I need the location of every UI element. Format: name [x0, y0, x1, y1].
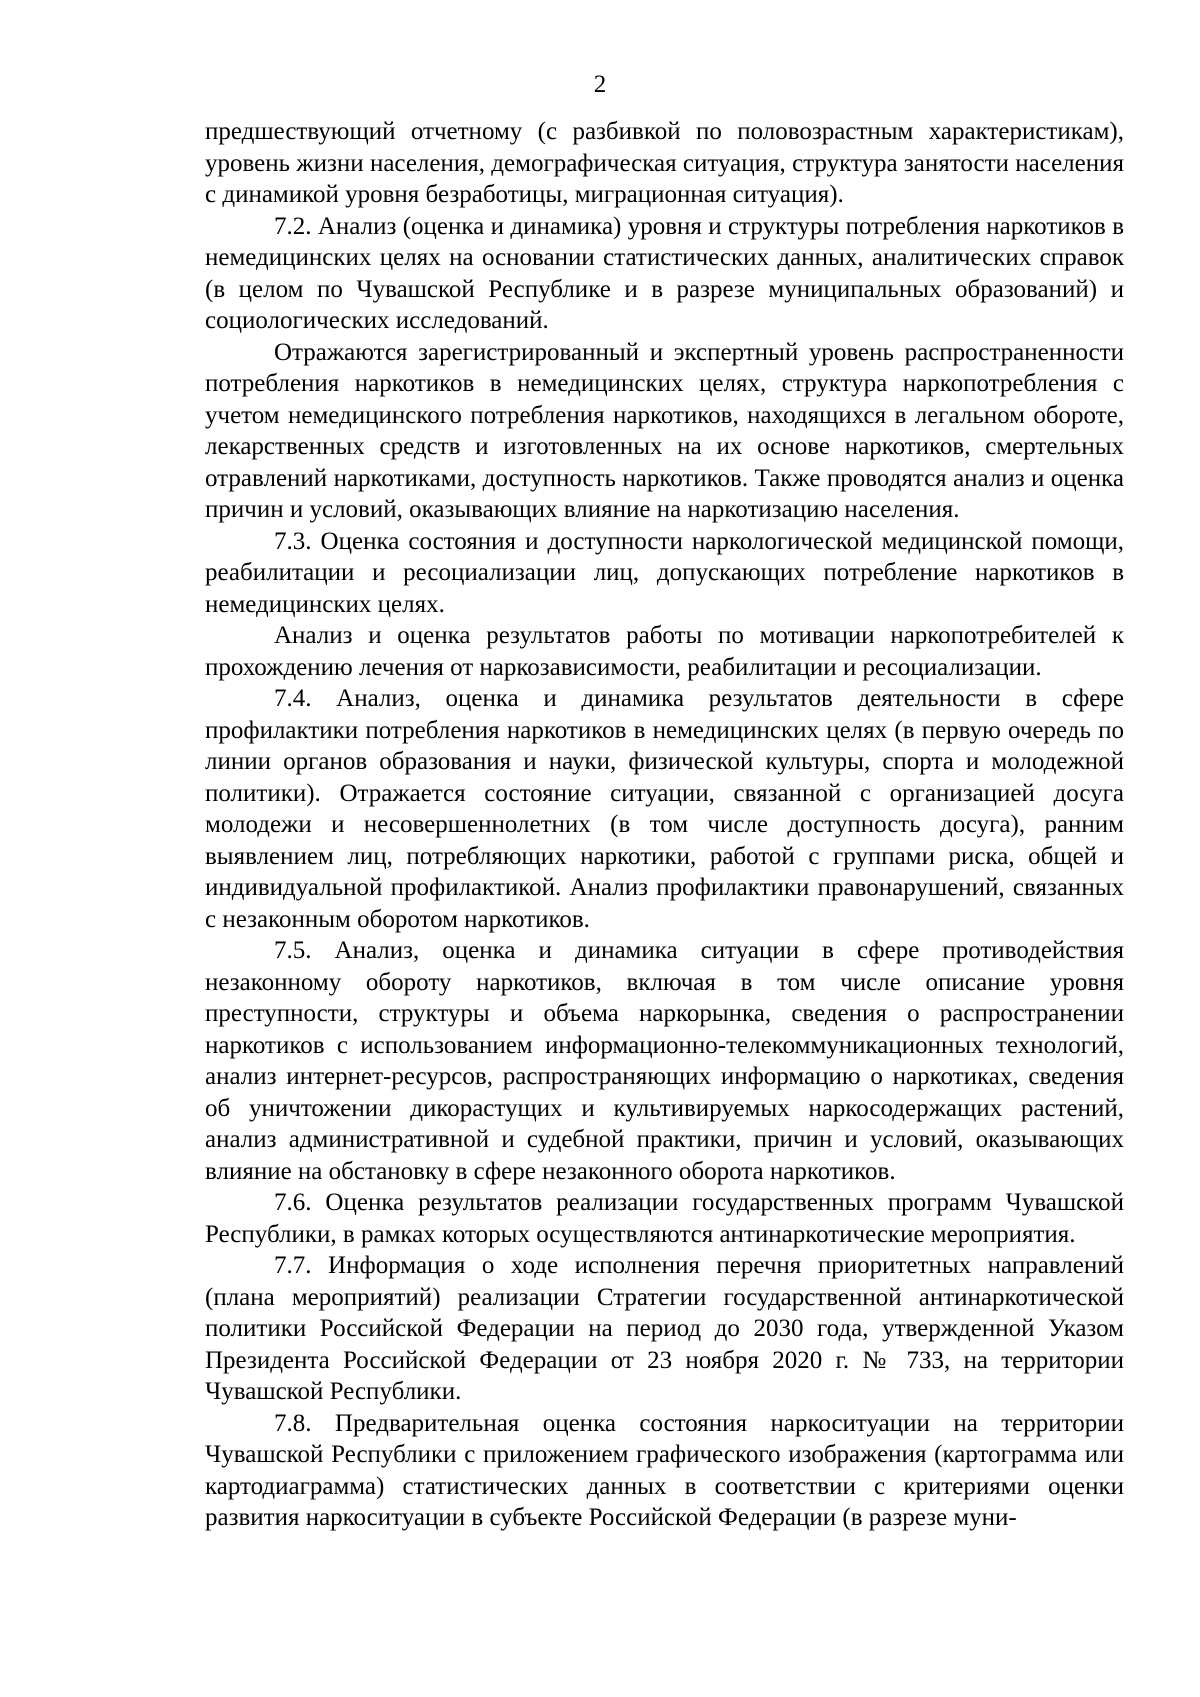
paragraph-intro-continuation: предшествующий отчетному (с разбивкой по половозрастным характеристикам), уровень жизни населения, демографическая ситуация, структура занятости населения с динамикой уровня безработицы, миграционная ситуация). [205, 118, 1124, 208]
paragraph-7-7: 7.7. Информация о ходе исполнения перечня приоритетных направлений (плана мероприятий) реализации Стратегии государственной антинаркотической политики Российской Федерации на период до 2030 года, утвержденной Указом Президента Российской Федерации от 23 ноября 2020 г. № 733, на территории Чувашской Республики. [205, 1252, 1124, 1405]
body-text [205, 116, 1124, 1534]
paragraph-7-3: 7.3. Оценка состояния и доступности наркологической медицинской помощи, реабилитации и ресоциализации лиц, допускающих потребление наркотиков в немедицинских целях. [205, 527, 1124, 618]
paragraph-7-6: 7.6. Оценка результатов реализации государственных программ Чувашской Республики, в рамках которых осуществляются антинаркотические мероприятия. [205, 1189, 1124, 1248]
paragraph-7-3-details: Анализ и оценка результатов работы по мотивации наркопотребителей к прохождению лечения от наркозависимости, реабилитации и ресоциализации. [205, 622, 1124, 681]
paragraph-7-5: 7.5. Анализ, оценка и динамика ситуации в сфере противодействия незаконному обороту наркотиков, включая в том числе описание уровня преступности, структуры и объема наркорынка, сведения о распространении наркотиков с использованием информационно-телекоммуникационных технологий, анализ интернет-ресурсов, распространяющих информацию о наркотиках, сведения об уничтожении дикорастущих и культивируемых наркосодержащих растений, анализ административной и судебной практики, причин и условий, оказывающих влияние на обстановку в сфере незаконного оборота наркотиков. [205, 937, 1124, 1185]
page-number: 2 [593, 71, 607, 98]
paragraph-7-2: 7.2. Анализ (оценка и динамика) уровня и структуры потребления наркотиков в немедицинских целях на основании статистических данных, аналитических справок (в целом по Чувашской Республике и в разрезе муниципальных образований) и социологических исследований. [205, 212, 1124, 334]
paragraph-7-4: 7.4. Анализ, оценка и динамика результатов деятельности в сфере профилактики потребления наркотиков в немедицинских целях (в первую очередь по линии органов образования и науки, физической культуры, спорта и молодежной политики). Отражается состояние ситуации, связанной с организацией досуга молодежи и несовершеннолетних (в том числе доступность досуга), ранним выявлением лиц, потребляющих наркотики, работой с группами риска, общей и индивидуальной профилактикой. Анализ профилактики правонарушений, связанных с незаконным оборотом наркотиков. [205, 685, 1124, 933]
paragraph-7-2-details: Отражаются зарегистрированный и экспертный уровень распространенности потребления наркотиков в немедицинских целях, структура наркопотребления с учетом немедицинского потребления наркотиков, находящихся в легальном обороте, лекарственных средств и изготовленных на их основе наркотиков, смертельных отравлений наркотиками, доступность наркотиков. Также проводятся анализ и оценка причин и условий, оказывающих влияние на наркотизацию населения. [205, 338, 1124, 523]
paragraph-7-8: 7.8. Предварительная оценка состояния наркоситуации на территории Чувашской Республики с приложением графического изображения (картограмма или картодиаграмма) статистических данных в соответствии с критериями оценки развития наркоситуации в субъекте Российской Федерации (в разрезе муни- [205, 1409, 1124, 1531]
